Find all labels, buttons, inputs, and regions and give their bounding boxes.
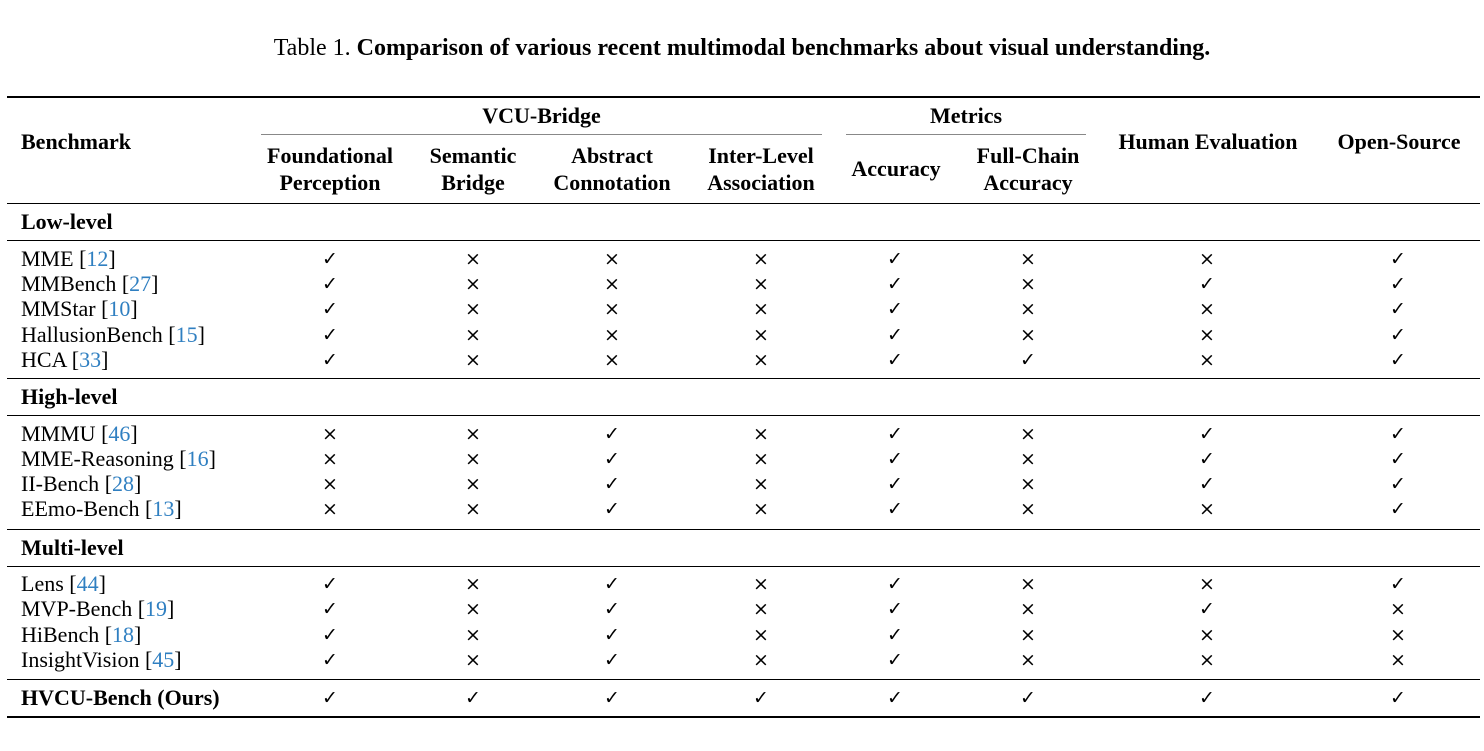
cross-mark-icon: ×	[753, 598, 769, 620]
cross-mark-icon: ×	[465, 624, 481, 646]
citation: [13]	[139, 496, 182, 521]
cross-mark-icon: ×	[753, 448, 769, 470]
cross-mark-icon: ×	[753, 498, 769, 520]
benchmark-name	[21, 496, 182, 522]
benchmark-name	[21, 622, 141, 648]
check-mark-icon: ✓	[887, 349, 903, 371]
benchmark-name	[21, 596, 174, 622]
check-mark-icon: ✓	[604, 598, 620, 620]
cross-mark-icon: ×	[753, 423, 769, 445]
cross-mark-icon: ×	[322, 448, 338, 470]
check-mark-icon: ✓	[887, 423, 903, 445]
header-accuracy: Accuracy	[851, 156, 941, 181]
check-mark-icon: ✓	[1020, 687, 1036, 709]
benchmark-name	[21, 647, 182, 673]
citation-link[interactable]: 10	[108, 296, 131, 321]
header-col4-line1: Inter-Level	[708, 143, 814, 168]
citation-link[interactable]: 44	[76, 571, 99, 596]
check-mark-icon: ✓	[604, 649, 620, 671]
check-mark-icon: ✓	[1199, 687, 1215, 709]
cross-mark-icon: ×	[1020, 573, 1036, 595]
cross-mark-icon: ×	[1020, 649, 1036, 671]
check-mark-icon: ✓	[1390, 324, 1406, 346]
cross-mark-icon: ×	[1199, 349, 1215, 371]
check-mark-icon: ✓	[604, 573, 620, 595]
cross-mark-icon: ×	[604, 324, 620, 346]
low-level-rule	[7, 240, 1480, 241]
header-human-evaluation: Human Evaluation	[1118, 129, 1298, 154]
cross-mark-icon: ×	[753, 298, 769, 320]
check-mark-icon: ✓	[604, 498, 620, 520]
check-mark-icon: ✓	[887, 298, 903, 320]
citation: [18]	[99, 622, 142, 647]
cross-mark-icon: ×	[322, 498, 338, 520]
cross-mark-icon: ×	[465, 423, 481, 445]
benchmark-name-text: Lens	[21, 571, 64, 596]
check-mark-icon: ✓	[322, 687, 338, 709]
check-mark-icon: ✓	[322, 248, 338, 270]
cross-mark-icon: ×	[604, 248, 620, 270]
header-metrics: Metrics	[929, 103, 1003, 128]
check-mark-icon: ✓	[887, 448, 903, 470]
benchmark-name-text: MMMU	[21, 421, 96, 446]
benchmark-name	[21, 246, 116, 272]
header-col1-line1: Foundational	[267, 143, 393, 168]
check-mark-icon: ✓	[887, 624, 903, 646]
check-mark-icon: ✓	[1390, 687, 1406, 709]
cross-mark-icon: ×	[465, 349, 481, 371]
benchmark-name	[21, 421, 138, 447]
citation: [45]	[139, 647, 182, 672]
check-mark-icon: ✓	[1199, 448, 1215, 470]
cross-mark-icon: ×	[1199, 573, 1215, 595]
check-mark-icon: ✓	[887, 324, 903, 346]
cross-mark-icon: ×	[604, 298, 620, 320]
header-col1-line2: Perception	[279, 170, 381, 195]
header-benchmark: Benchmark	[21, 129, 131, 154]
citation-link[interactable]: 27	[129, 271, 152, 296]
check-mark-icon: ✓	[1020, 349, 1036, 371]
check-mark-icon: ✓	[1390, 273, 1406, 295]
cross-mark-icon: ×	[465, 498, 481, 520]
check-mark-icon: ✓	[322, 324, 338, 346]
check-mark-icon: ✓	[604, 423, 620, 445]
cross-mark-icon: ×	[465, 273, 481, 295]
citation: [16]	[173, 446, 216, 471]
benchmark-name	[21, 271, 158, 297]
check-mark-icon: ✓	[1199, 273, 1215, 295]
cross-mark-icon: ×	[1199, 498, 1215, 520]
cross-mark-icon: ×	[1020, 248, 1036, 270]
check-mark-icon: ✓	[604, 687, 620, 709]
cross-mark-icon: ×	[1390, 624, 1406, 646]
citation-link[interactable]: 12	[86, 246, 109, 271]
multi-level-top-rule	[7, 529, 1480, 530]
check-mark-icon: ✓	[1390, 349, 1406, 371]
header-col3-line1: Abstract	[571, 143, 653, 168]
citation-link[interactable]: 28	[112, 471, 135, 496]
section-title-multi-level: Multi-level	[21, 535, 124, 560]
ours-top-rule	[7, 679, 1480, 680]
check-mark-icon: ✓	[1390, 423, 1406, 445]
check-mark-icon: ✓	[1390, 448, 1406, 470]
header-col3-line2: Connotation	[553, 170, 671, 195]
cross-mark-icon: ×	[753, 273, 769, 295]
cross-mark-icon: ×	[465, 598, 481, 620]
cross-mark-icon: ×	[753, 624, 769, 646]
cross-mark-icon: ×	[753, 248, 769, 270]
cross-mark-icon: ×	[753, 324, 769, 346]
benchmark-name	[21, 347, 108, 373]
benchmark-name-text: II-Bench	[21, 471, 100, 496]
check-mark-icon: ✓	[322, 349, 338, 371]
citation-link[interactable]: 18	[112, 622, 135, 647]
benchmark-name-text: MME	[21, 246, 74, 271]
cross-mark-icon: ×	[753, 573, 769, 595]
benchmark-name	[21, 446, 216, 472]
cross-mark-icon: ×	[1390, 598, 1406, 620]
cross-mark-icon: ×	[753, 349, 769, 371]
cross-mark-icon: ×	[1020, 624, 1036, 646]
citation: [46]	[95, 421, 138, 446]
cross-mark-icon: ×	[1199, 248, 1215, 270]
cross-mark-icon: ×	[753, 473, 769, 495]
check-mark-icon: ✓	[604, 624, 620, 646]
check-mark-icon: ✓	[1390, 573, 1406, 595]
cross-mark-icon: ×	[465, 324, 481, 346]
section-title-high-level: High-level	[21, 384, 118, 409]
citation-link[interactable]: 45	[152, 647, 175, 672]
benchmark-name-text: MME-Reasoning	[21, 446, 174, 471]
citation-link[interactable]: 16	[186, 446, 209, 471]
caption-label: Table 1.	[273, 35, 351, 61]
cross-mark-icon: ×	[465, 448, 481, 470]
cross-mark-icon: ×	[604, 273, 620, 295]
citation: [19]	[132, 596, 175, 621]
header-col6-line1: Full-Chain	[976, 143, 1080, 168]
check-mark-icon: ✓	[887, 498, 903, 520]
benchmark-name-text: HCA	[21, 347, 67, 372]
benchmark-name-text: InsightVision	[21, 647, 140, 672]
check-mark-icon: ✓	[1390, 473, 1406, 495]
cross-mark-icon: ×	[1020, 324, 1036, 346]
check-mark-icon: ✓	[322, 598, 338, 620]
cross-mark-icon: ×	[1020, 598, 1036, 620]
citation: [33]	[66, 347, 109, 372]
citation: [12]	[73, 246, 116, 271]
check-mark-icon: ✓	[887, 598, 903, 620]
check-mark-icon: ✓	[887, 248, 903, 270]
vcu-bridge-underline	[261, 134, 822, 135]
header-col6-line2: Accuracy	[983, 170, 1073, 195]
top-rule	[7, 96, 1480, 98]
benchmark-name	[21, 296, 138, 322]
cross-mark-icon: ×	[604, 349, 620, 371]
cross-mark-icon: ×	[465, 248, 481, 270]
citation: [15]	[162, 322, 205, 347]
cross-mark-icon: ×	[1020, 473, 1036, 495]
cross-mark-icon: ×	[465, 573, 481, 595]
section-title-low-level: Low-level	[21, 209, 113, 234]
multi-level-rule	[7, 566, 1480, 567]
check-mark-icon: ✓	[465, 687, 481, 709]
table-caption	[0, 33, 1484, 63]
cross-mark-icon: ×	[465, 473, 481, 495]
check-mark-icon: ✓	[887, 273, 903, 295]
check-mark-icon: ✓	[1199, 423, 1215, 445]
cross-mark-icon: ×	[1199, 298, 1215, 320]
cross-mark-icon: ×	[1020, 448, 1036, 470]
benchmark-name-ours: HVCU-Bench (Ours)	[21, 685, 220, 710]
cross-mark-icon: ×	[322, 473, 338, 495]
check-mark-icon: ✓	[1199, 473, 1215, 495]
citation-link[interactable]: 19	[145, 596, 168, 621]
check-mark-icon: ✓	[1199, 598, 1215, 620]
cross-mark-icon: ×	[465, 298, 481, 320]
check-mark-icon: ✓	[322, 649, 338, 671]
cross-mark-icon: ×	[1199, 649, 1215, 671]
citation-link[interactable]: 33	[79, 347, 102, 372]
header-col2-line2: Bridge	[441, 170, 505, 195]
benchmark-name-text: MVP-Bench	[21, 596, 133, 621]
metrics-underline	[846, 134, 1086, 135]
check-mark-icon: ✓	[753, 687, 769, 709]
citation-link[interactable]: 15	[175, 322, 198, 347]
check-mark-icon: ✓	[1390, 498, 1406, 520]
benchmark-name-text: HiBench	[21, 622, 100, 647]
cross-mark-icon: ×	[1390, 649, 1406, 671]
citation: [28]	[99, 471, 142, 496]
caption-text: Comparison of various recent multimodal benchmarks about visual understanding.	[356, 35, 1211, 61]
cross-mark-icon: ×	[1020, 273, 1036, 295]
citation-link[interactable]: 46	[108, 421, 131, 446]
header-rule	[7, 203, 1480, 204]
header-vcu-bridge: VCU-Bridge	[482, 103, 601, 128]
bottom-rule	[7, 716, 1480, 718]
benchmark-name	[21, 471, 141, 497]
check-mark-icon: ✓	[1390, 248, 1406, 270]
check-mark-icon: ✓	[322, 573, 338, 595]
citation: [44]	[63, 571, 106, 596]
check-mark-icon: ✓	[604, 473, 620, 495]
cross-mark-icon: ×	[465, 649, 481, 671]
check-mark-icon: ✓	[887, 473, 903, 495]
check-mark-icon: ✓	[322, 624, 338, 646]
high-level-top-rule	[7, 378, 1480, 379]
check-mark-icon: ✓	[887, 687, 903, 709]
check-mark-icon: ✓	[604, 448, 620, 470]
cross-mark-icon: ×	[1020, 298, 1036, 320]
citation: [10]	[95, 296, 138, 321]
benchmark-name-text: MMBench	[21, 271, 117, 296]
benchmark-name-text: HallusionBench	[21, 322, 163, 347]
cross-mark-icon: ×	[322, 423, 338, 445]
cross-mark-icon: ×	[1020, 423, 1036, 445]
check-mark-icon: ✓	[887, 573, 903, 595]
header-open-source: Open-Source	[1337, 129, 1461, 154]
benchmark-name	[21, 571, 106, 597]
citation-link[interactable]: 13	[152, 496, 175, 521]
citation: [27]	[116, 271, 159, 296]
header-col2-line1: Semantic	[429, 143, 517, 168]
benchmark-name	[21, 322, 205, 348]
check-mark-icon: ✓	[322, 298, 338, 320]
check-mark-icon: ✓	[887, 649, 903, 671]
high-level-rule	[7, 415, 1480, 416]
check-mark-icon: ✓	[322, 273, 338, 295]
benchmark-name-text: EEmo-Bench	[21, 496, 140, 521]
cross-mark-icon: ×	[753, 649, 769, 671]
check-mark-icon: ✓	[1390, 298, 1406, 320]
benchmark-name-text: MMStar	[21, 296, 96, 321]
cross-mark-icon: ×	[1199, 624, 1215, 646]
header-col4-line2: Association	[707, 170, 815, 195]
cross-mark-icon: ×	[1020, 498, 1036, 520]
cross-mark-icon: ×	[1199, 324, 1215, 346]
